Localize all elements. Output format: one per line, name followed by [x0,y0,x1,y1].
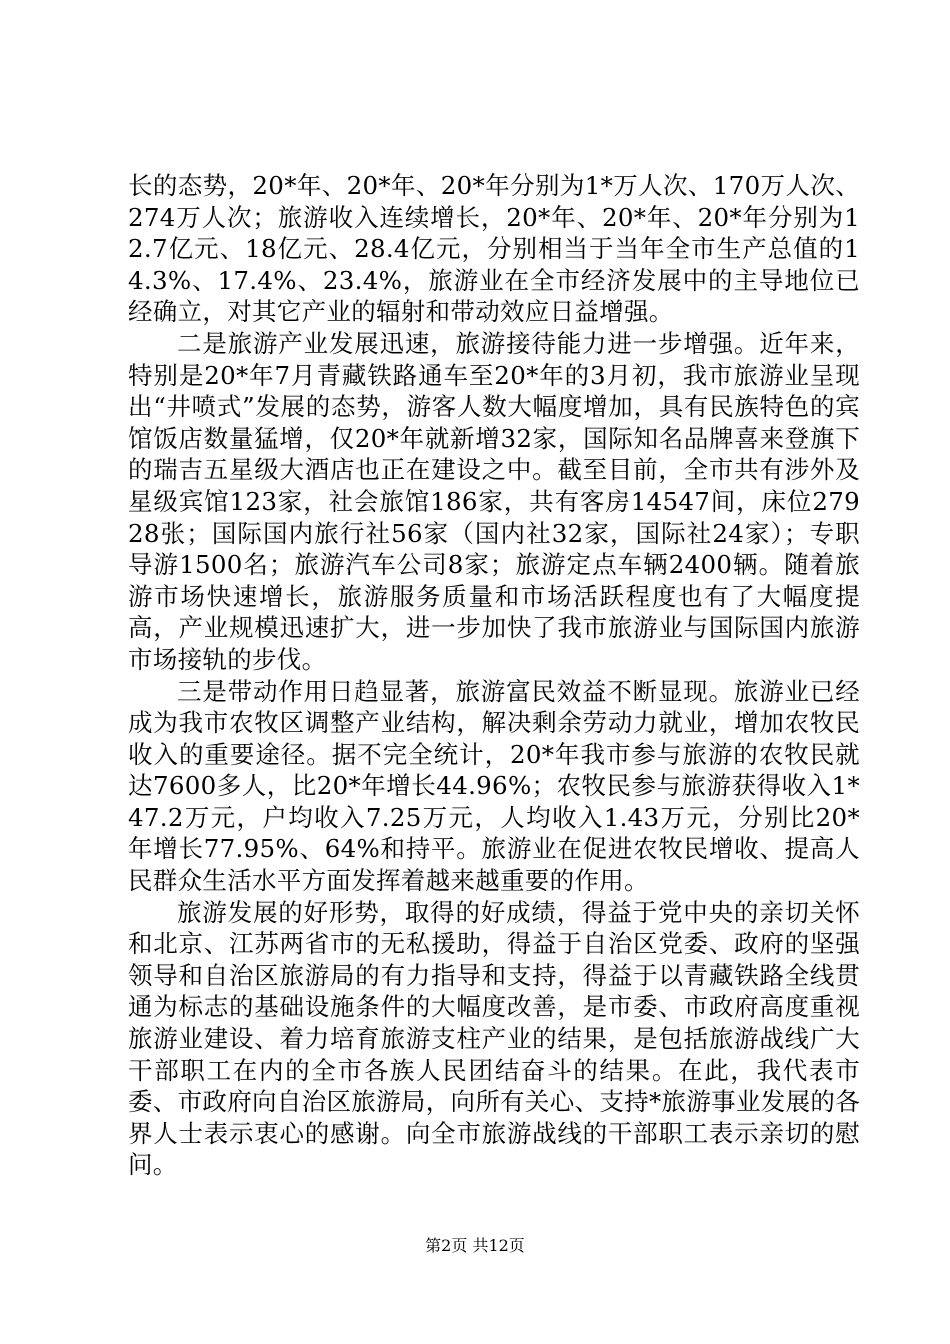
document-body [128,170,860,1181]
paragraph-acknowledgement: 旅游发展的好形势，取得的好成绩，得益于党中央的亲切关怀和北京、江苏两省市的无私援助，得益于自治区党委、政府的坚强领导和自治区旅游局的有力指导和支持，得益于以青藏铁路全线贯通为标志的基础设施条件的大幅度改善，是市委、市政府高度重视旅游业建设、着力培育旅游支柱产业的结果，是包括旅游战线广大干部职工在内的全市各族人民团结奋斗的结果。在此，我代表市委、市政府向自治区旅游局，向所有关心、支持*旅游事业发展的各界人士表示衷心的感谢。向全市旅游战线的干部职工表示亲切的慰问。 [128,897,860,1180]
page-footer: 第2页 共12页 [425,1236,525,1255]
paragraph-tourism-industry: 二是旅游产业发展迅速，旅游接待能力进一步增强。近年来，特别是20*年7月青藏铁路通车至20*年的3月初，我市旅游业呈现出“井喷式”发展的态势，游客人数大幅度增加，具有民族特色的宾馆饭店数量猛增，仅20*年就新增32家，国际知名品牌喜来登旗下的瑞吉五星级大酒店也正在建设之中。截至目前，全市共有涉外及星级宾馆123家，社会旅馆186家，共有客房14547间，床位27928张；国际国内旅行社56家（国内社32家，国际社24家）；专职导游1500名；旅游汽车公司8家；旅游定点车辆2400辆。随着旅游市场快速增长，旅游服务质量和市场活跃程度也有了大幅度提高，产业规模迅速扩大，进一步加快了我市旅游业与国际国内旅游市场接轨的步伐。 [128,328,860,674]
paragraph-continuation: 长的态势，20*年、20*年、20*年分别为1*万人次、170万人次、274万人次；旅游收入连续增长，20*年、20*年、20*年分别为12.7亿元、18亿元、28.4亿元，分别相当于当年全市生产总值的14.3%、17.4%、23.4%，旅游业在全市经济发展中的主导地位已经确立，对其它产业的辐射和带动效应日益增强。 [128,171,860,327]
paragraph-driving-effect: 三是带动作用日趋显著，旅游富民效益不断显现。旅游业已经成为我市农牧区调整产业结构，解决剩余劳动力就业，增加农牧民收入的重要途径。据不完全统计，20*年我市参与旅游的农牧民就达7600多人，比20*年增长44.96%；农牧民参与旅游获得收入1*47.2万元，户均收入7.25万元，人均收入1.43万元，分别比20*年增长77.95%、64%和持平。旅游业在促进农牧民增收、提高人民群众生活水平方面发挥着越来越重要的作用。 [128,676,860,896]
